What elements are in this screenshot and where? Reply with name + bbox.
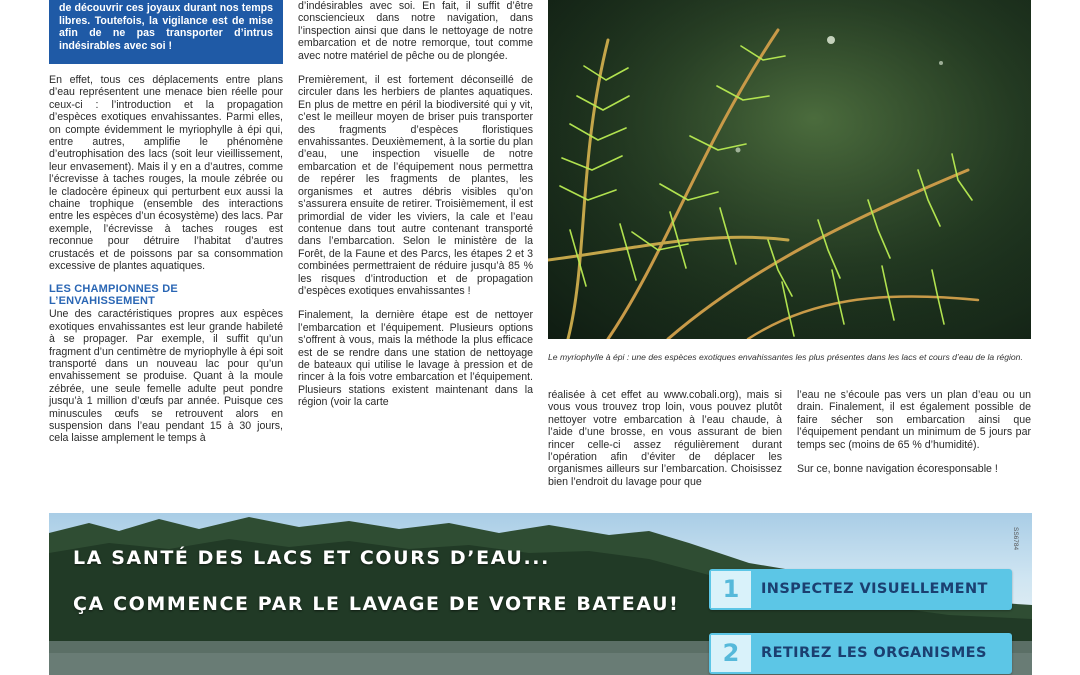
paragraph: Une des caractéristiques propres aux espèces exotiques envahissantes est leur grande habileté à se propager. Par exemple, il suffit qu’un fragment d’un centimètre de myriophylle à épi soit transporté dans un nouveau lac pour qu’un envahissement se produise. Quant à la moule zébrée, une seule femelle adulte peut pondre jusqu’à 1 million d’œufs par année. Puisque ces minuscules œufs se retrouvent alors en suspension dans l’eau pendant 15 à 30 jours, cela laisse amplement le temps à xyxy=(49,308,283,445)
article-column-2 xyxy=(298,0,533,409)
callout-text: de découvrir ces joyaux durant nos temps libres. Toutefois, la vigilance est de mise afin de ne pas transporter d’intrus indésirables avec soi ! xyxy=(59,2,273,52)
photo-caption: Le myriophylle à épi : une des espèces exotiques envahissantes les plus présentes dans les lacs et cours d’eau de la région. xyxy=(548,352,1023,362)
paragraph: l’eau ne s’écoule pas vers un plan d’eau ou un drain. Finalement, il est également possible de faire sécher son embarcation ainsi que l’équipement pendant un minimum de 5 jours par temps sec (moins de 65 % d’humidité). xyxy=(797,389,1031,451)
aquatic-plant-illustration xyxy=(548,0,1031,339)
paragraph: Premièrement, il est fortement déconseillé de circuler dans les herbiers de plantes aquatiques. En plus de mettre en péril la biodiversité qui y vit, c’est le meilleur moyen de briser puis transporter des fragments d’espèces floristiques envahissantes. Deuxièmement, à la sortie du plan d’eau, une inspection visuelle de notre embarcation et de l’équipement nous permettra de repérer les fragments de plantes, les organismes et autres débris visibles qu’on s’assurera ensuite de retirer. Troisièmement, il est primordial de vider les viviers, la cale et l’eau contenue dans tout autre contenant transporté dans l’embarcation. Selon le ministère de la Forêt, de la Faune et des Parcs, les étapes 2 et 3 combinées permettraient de réduire jusqu’à 85 % les risques d’introduction et de propagation d’espèces exotiques envahissantes ! xyxy=(298,74,533,297)
step-label: INSPECTEZ VISUELLEMENT xyxy=(761,581,988,597)
ad-reference-code: SS6784 xyxy=(1012,527,1019,551)
section-heading: LES CHAMPIONNES DE L’ENVAHISSEMENT xyxy=(49,282,178,307)
article-column-4 xyxy=(797,389,1031,475)
banner-headline: LA SANTÉ DES LACS ET COURS D’EAU... xyxy=(73,547,550,569)
paragraph: d’indésirables avec soi. En fait, il suffit d’être consciencieux dans notre navigation, dans l’inspection ainsi que dans le nettoyage de notre embarcation et de notre remorque, tout comme avec notre matériel de pêche ou de plongée. xyxy=(298,0,533,62)
lake-health-banner xyxy=(49,513,1032,675)
step-number: 2 xyxy=(711,635,751,672)
step-number: 1 xyxy=(711,571,751,608)
paragraph: Sur ce, bonne navigation écoresponsable ! xyxy=(797,463,998,476)
article-column-3 xyxy=(548,389,782,488)
paragraph: Finalement, la dernière étape est de nettoyer l’embarcation et l’équipement. Plusieurs options s’offrent à vous, mais la méthode la plus efficace est de se rendre dans une station de nettoyage de bateaux qui utilise le lavage à pression et de rincer à la fois votre embarcation et l’équipement. Plusieurs stations existent maintenant dans la région (voir la carte xyxy=(298,309,533,409)
article-column-1 xyxy=(49,74,283,445)
step-2 xyxy=(709,633,1012,674)
step-label: RETIREZ LES ORGANISMES xyxy=(761,645,987,661)
myriophyllum-photo xyxy=(548,0,1031,339)
paragraph: réalisée à cet effet au www.cobali.org), mais si vous vous trouvez trop loin, vous pouvez plutôt nettoyer votre embarcation à l’eau chaude, à l’aide d’une brosse, en vous assurant de bien rincer celle-ci assez régulièrement durant l’opération afin d’éviter de déplacer les organismes ailleurs sur l’embarcation. Choisissez bien l’endroit du lavage pour que xyxy=(548,389,782,488)
callout-box xyxy=(49,0,283,64)
paragraph: En effet, tous ces déplacements entre plans d’eau représentent une menace bien réelle pour ceux-ci : l’introduction et la propagation d’espèces exotiques envahissantes. Parmi elles, on compte évidemment le myriophylle à épi qui, entre autres, amplifie le phénomène d’eutrophisation des lacs (soit leur vieillissement, leur envasement). Mais il y en a d’autres, comme l’écrevisse à taches rouges, la moule zébrée ou le cladocère épineux qui perturbent eux aussi la chaine trophique (ensemble des interactions entre les espèces d’un écosystème) des lacs. Par exemple, l’écrevisse à taches rouges est reconnue pour détruire l’habitat d’autres crustacés et de poissons par sa consommation excessive de plantes aquatiques. xyxy=(49,74,283,273)
step-1 xyxy=(709,569,1012,610)
banner-subheadline: ÇA COMMENCE PAR LE LAVAGE DE VOTRE BATEAU! xyxy=(73,593,680,615)
